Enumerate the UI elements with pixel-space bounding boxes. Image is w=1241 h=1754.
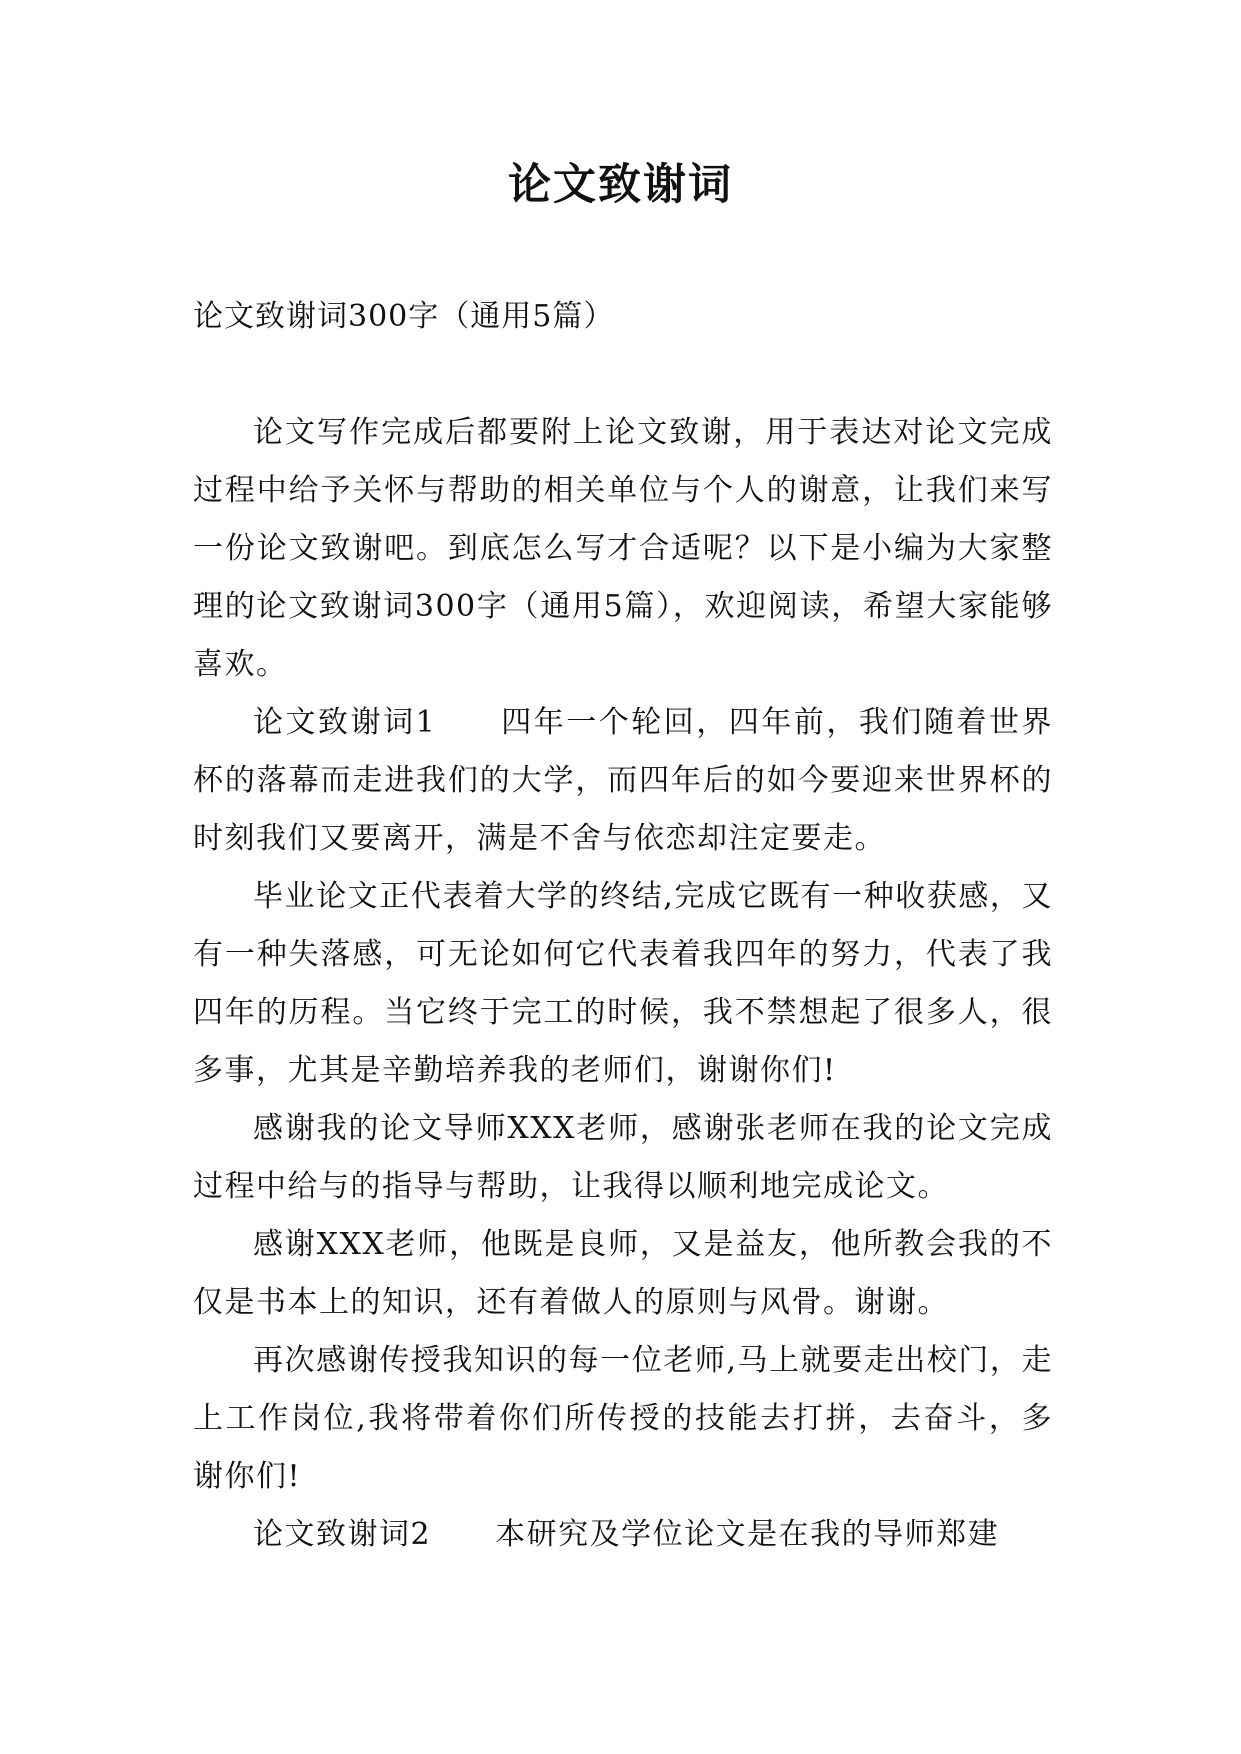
paragraph-text: 再次感谢传授我知识的每一位老师,马上就要走出校门，走上工作岗位,我将带着你们所传授的技能去打拼，去奋斗，多谢你们! — [193, 1343, 1053, 1494]
paragraph-thanks-2 — [193, 1506, 1053, 1564]
paragraph-text: 毕业论文正代表着大学的终结,完成它既有一种收获感，又有一种失落感，可无论如何它代表着我四年的努力，代表了我四年的历程。当它终于完工的时候，我不禁想起了很多人，很多事，尤其是辛勤培养我的老师们，谢谢你们! — [193, 879, 1053, 1088]
paragraph-text: 感谢XXX老师，他既是良师，又是益友，他所教会我的不仅是书本上的知识，还有着做人的原则与风骨。谢谢。 — [193, 1227, 1053, 1320]
paragraph-graduation — [193, 868, 1053, 1100]
document-subtitle: 论文致谢词300字（通用5篇） — [193, 299, 615, 334]
paragraph-teachers — [193, 1332, 1053, 1506]
paragraph-intro — [193, 404, 1053, 694]
section-heading: 论文致谢词2 — [253, 1517, 432, 1552]
paragraph-mentor — [193, 1216, 1053, 1332]
paragraph-text: 感谢我的论文导师XXX老师，感谢张老师在我的论文完成过程中给与的指导与帮助，让我得以顺利地完成论文。 — [193, 1111, 1053, 1204]
document-title: 论文致谢词 — [508, 160, 733, 210]
document-body — [193, 404, 1053, 1564]
paragraph-thanks-1 — [193, 694, 1053, 868]
paragraph-text: 论文写作完成后都要附上论文致谢，用于表达对论文完成过程中给予关怀与帮助的相关单位与个人的谢意，让我们来写一份论文致谢吧。到底怎么写才合适呢？以下是小编为大家整理的论文致谢词300字（通用5篇），欢迎阅读，希望大家能够喜欢。 — [193, 415, 1053, 682]
section-heading: 论文致谢词1 — [253, 705, 437, 740]
paragraph-text: 本研究及学位论文是在我的导师郑建 — [495, 1517, 1000, 1552]
paragraph-advisor — [193, 1100, 1053, 1216]
paragraph-text: 四年一个轮回，四年前，我们随着世界杯的落幕而走进我们的大学，而四年后的如今要迎来世界杯的时刻我们又要离开，满是不舍与依恋却注定要走。 — [193, 705, 1054, 856]
